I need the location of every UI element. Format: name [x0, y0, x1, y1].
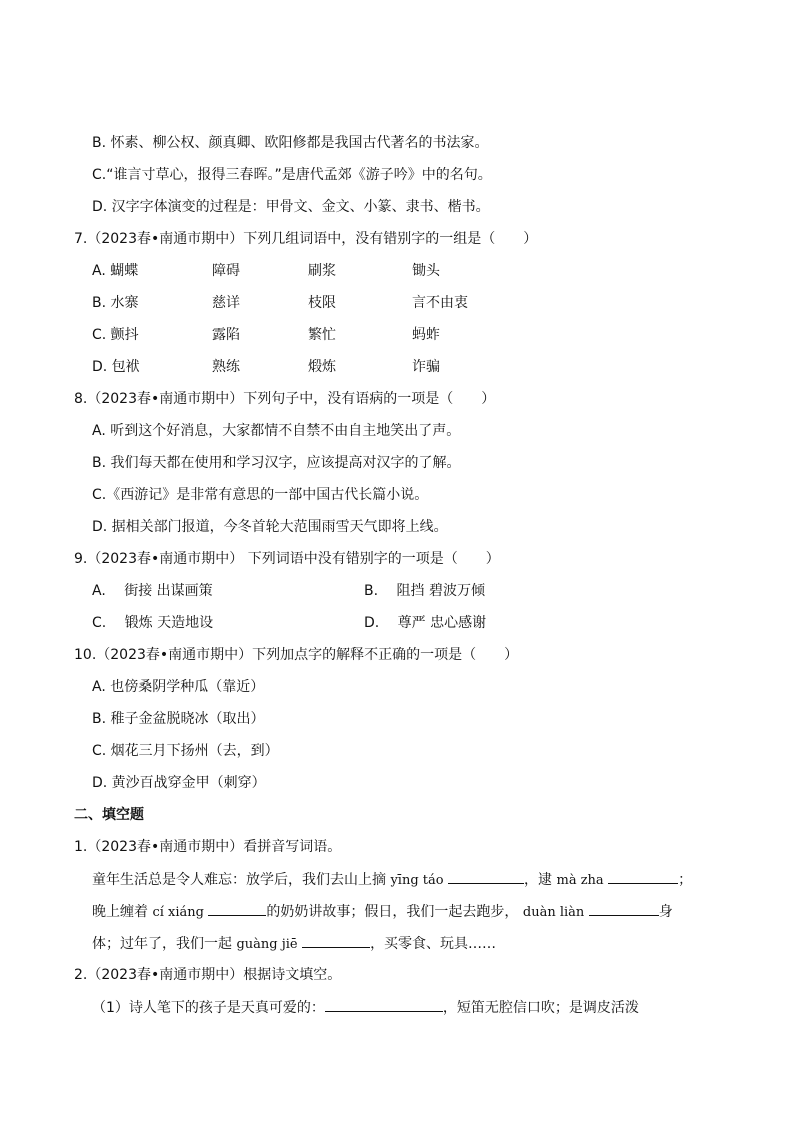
answer-blank-3[interactable]: [208, 901, 266, 916]
q7-row-b: [92, 293, 692, 313]
q7-d-word1: D. 包袱: [92, 359, 140, 375]
answer-blank-5[interactable]: [302, 933, 370, 948]
q8-option-b: B. 我们每天都在使用和学习汉字，应该提高对汉字的了解。: [92, 455, 461, 471]
answer-blank-4[interactable]: [589, 901, 659, 916]
q7-b-word3: 枝限: [308, 295, 336, 311]
q7-a-word3: 刷浆: [308, 263, 336, 279]
f1-line3-text-a: 体；过年了，我们一起: [92, 936, 237, 952]
q10-option-b: B. 稚子金盆脱晓冰（取出）: [92, 711, 265, 727]
q7-c-word3: 繁忙: [308, 327, 336, 343]
answer-blank-1[interactable]: [448, 869, 524, 884]
q9-stem: 9.（2023春•南通市期中） 下列词语中没有错别字的一项是（ ）: [74, 551, 500, 567]
pinyin-mazha: mà zha: [556, 873, 604, 888]
q7-a-word1: A. 蝴蝶: [92, 263, 139, 279]
f1-line1-text-c: ；: [678, 872, 693, 888]
f1-line1-text-b: ，逮: [524, 872, 557, 888]
q9-row-ab: [92, 581, 592, 601]
q9-option-c: C. 锻炼 天造地设: [92, 615, 214, 631]
q7-b-word4: 言不由衷: [412, 295, 468, 311]
q9-option-d: D. 尊严 忠心感谢: [364, 615, 487, 631]
q7-c-word2: 露陷: [212, 327, 240, 343]
q8-stem: 8.（2023春•南通市期中）下列句子中，没有语病的一项是（ ）: [74, 391, 496, 407]
f1-line2-text-c: 身: [658, 904, 673, 920]
q7-a-word2: 障碍: [212, 263, 240, 279]
q8-option-d: D. 据相关部门报道，今冬首轮大范围雨雪天气即将上线。: [92, 519, 448, 535]
f2-line1-text-a: （1）诗人笔下的孩子是天真可爱的：: [92, 1000, 325, 1016]
f1-stem: 1.（2023春•南通市期中）看拼音写词语。: [74, 839, 342, 855]
q10-stem: 10.（2023春•南通市期中）下列加点字的解释不正确的一项是（ ）: [74, 647, 519, 663]
f2-stem: 2.（2023春•南通市期中）根据诗文填空。: [74, 967, 342, 983]
f1-line1: [92, 869, 692, 891]
q9-row-cd: [92, 613, 592, 633]
f1-line1-text-a: 童年生活总是令人难忘：放学后，我们去山上摘: [92, 872, 391, 888]
q7-d-word3: 煅炼: [308, 359, 336, 375]
f1-line3: [92, 933, 496, 955]
pinyin-duanlian: duàn liàn: [522, 905, 585, 920]
q7-b-word1: B. 水寨: [92, 295, 139, 311]
q8-option-a: A. 听到这个好消息，大家都情不自禁不由自主地笑出了声。: [92, 423, 461, 439]
q7-stem: 7.（2023春•南通市期中）下列几组词语中，没有错别字的一组是（ ）: [74, 231, 538, 247]
q7-b-word2: 慈详: [212, 295, 240, 311]
q7-c-word4: 蚂蚱: [412, 327, 440, 343]
f2-line1: [92, 997, 639, 1018]
q6-option-c: C.“谁言寸草心，报得三春晖。”是唐代孟郊《游子吟》中的名句。: [92, 167, 492, 183]
q7-d-word4: 诈骗: [412, 359, 440, 375]
q7-row-c: [92, 325, 692, 345]
q6-option-d: D. 汉字字体演变的过程是：甲骨文、金文、小篆、隶书、楷书。: [92, 199, 490, 215]
pinyin-guangjie: guàng jiē: [236, 937, 298, 952]
answer-blank-2[interactable]: [608, 869, 678, 884]
q7-c-word1: C. 颤抖: [92, 327, 139, 343]
section-heading-fill-blank: 二、填空题: [74, 807, 144, 823]
q10-option-a: A. 也傍桑阴学种瓜（靠近）: [92, 679, 265, 695]
pinyin-cixiang: cí xiáng: [152, 905, 204, 920]
q6-option-b: B. 怀素、柳公权、颜真卿、欧阳修都是我国古代著名的书法家。: [92, 135, 489, 151]
f1-line2-text-a: 晚上缠着: [92, 904, 153, 920]
q10-option-c: C. 烟花三月下扬州（去，到）: [92, 743, 279, 759]
f2-line1-text-b: ，短笛无腔信口吹；是调皮活泼: [442, 1000, 639, 1016]
q9-option-a: A. 街接 出谋画策: [92, 583, 213, 599]
f1-line2: [92, 901, 673, 923]
q7-d-word2: 熟练: [212, 359, 240, 375]
q7-row-d: [92, 357, 692, 377]
q9-option-b: B. 阻挡 碧波万倾: [364, 583, 485, 599]
f1-line2-text-b: 的奶奶讲故事；假日，我们一起去跑步，: [266, 904, 519, 920]
answer-blank-6[interactable]: [325, 997, 443, 1012]
q10-option-d: D. 黄沙百战穿金甲（刺穿）: [92, 775, 266, 791]
q7-row-a: [92, 261, 692, 281]
q8-option-c: C.《西游记》是非常有意思的一部中国古代长篇小说。: [92, 487, 429, 503]
f1-line3-text-b: ，买零食、玩具……: [370, 936, 497, 952]
q7-a-word4: 锄头: [412, 263, 440, 279]
pinyin-yingtao: yīng táo: [390, 873, 444, 888]
